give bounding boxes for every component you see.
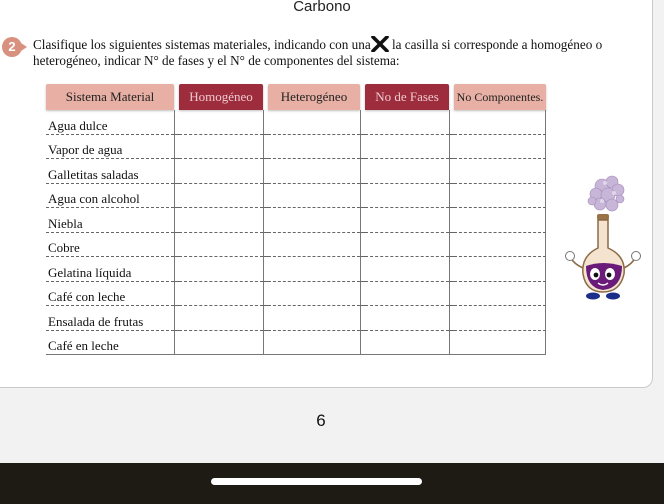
- header-homogeneo: Homogéneo: [179, 84, 263, 110]
- homogeneo-cell[interactable]: [179, 110, 263, 135]
- fases-cell[interactable]: [365, 159, 449, 184]
- fases-cell[interactable]: [365, 135, 449, 160]
- flask-mascot-illustration: [562, 170, 646, 302]
- fases-cell[interactable]: [365, 184, 449, 209]
- exercise-instructions: [33, 36, 653, 69]
- sistema-cell: Café con leche: [46, 282, 174, 307]
- homogeneo-cell[interactable]: [179, 331, 263, 356]
- fases-cell[interactable]: [365, 110, 449, 135]
- heterogeneo-cell[interactable]: [268, 306, 360, 331]
- heterogeneo-cell[interactable]: [268, 184, 360, 209]
- sistema-cell: Ensalada de frutas: [46, 306, 174, 331]
- componentes-cell[interactable]: [454, 208, 546, 233]
- instructions-text-start: Clasifique los siguientes sistemas materiales, indicando con una: [33, 37, 371, 52]
- table-row: [46, 184, 546, 209]
- sistema-cell: Gelatina líquida: [46, 257, 174, 282]
- sistema-cell: Vapor de agua: [46, 135, 174, 160]
- table-row: [46, 110, 546, 135]
- instructions-text-end: la casilla si corresponde a homogéneo o heterogéneo, indicar N° de fases y el N° de componentes del sistema:: [33, 37, 603, 68]
- table-row: [46, 257, 546, 282]
- fases-cell[interactable]: [365, 306, 449, 331]
- header-heterogeneo: Heterogéneo: [268, 84, 360, 110]
- componentes-cell[interactable]: [454, 184, 546, 209]
- table-row: [46, 282, 546, 307]
- fases-cell[interactable]: [365, 208, 449, 233]
- classification-table: [46, 84, 546, 355]
- fases-cell[interactable]: [365, 331, 449, 356]
- componentes-cell[interactable]: [454, 233, 546, 258]
- heterogeneo-cell[interactable]: [268, 233, 360, 258]
- badge-arrow-icon: [21, 43, 27, 51]
- sistema-cell: Agua con alcohol: [46, 184, 174, 209]
- heterogeneo-cell[interactable]: [268, 282, 360, 307]
- table-row: [46, 306, 546, 331]
- x-mark-icon: [371, 36, 389, 52]
- componentes-cell[interactable]: [454, 306, 546, 331]
- table-row: [46, 331, 546, 356]
- fases-cell[interactable]: [365, 257, 449, 282]
- fases-cell[interactable]: [365, 282, 449, 307]
- table-row: [46, 208, 546, 233]
- heterogeneo-cell[interactable]: [268, 110, 360, 135]
- page-number: 6: [316, 411, 326, 430]
- sistema-cell: Galletitas saladas: [46, 159, 174, 184]
- page-title: Carbono: [293, 0, 351, 15]
- componentes-cell[interactable]: [454, 159, 546, 184]
- sistema-cell: Agua dulce: [46, 110, 174, 135]
- bottom-bar: [0, 463, 664, 504]
- table-row: [46, 233, 546, 258]
- homogeneo-cell[interactable]: [179, 282, 263, 307]
- heterogeneo-cell[interactable]: [268, 257, 360, 282]
- table-row: [46, 135, 546, 160]
- componentes-cell[interactable]: [454, 110, 546, 135]
- heterogeneo-cell[interactable]: [268, 331, 360, 356]
- table-row: [46, 159, 546, 184]
- homogeneo-cell[interactable]: [179, 184, 263, 209]
- header-numero-componentes: No Componentes.: [454, 84, 546, 110]
- header-numero-fases: No de Fases: [365, 84, 449, 110]
- componentes-cell[interactable]: [454, 282, 546, 307]
- homogeneo-cell[interactable]: [179, 208, 263, 233]
- homogeneo-cell[interactable]: [179, 135, 263, 160]
- componentes-cell[interactable]: [454, 331, 546, 356]
- homogeneo-cell[interactable]: [179, 257, 263, 282]
- homogeneo-cell[interactable]: [179, 306, 263, 331]
- exercise-number-badge: 2: [2, 37, 22, 57]
- heterogeneo-cell[interactable]: [268, 159, 360, 184]
- sistema-cell: Café en leche: [46, 331, 174, 356]
- sistema-cell: Cobre: [46, 233, 174, 258]
- componentes-cell[interactable]: [454, 257, 546, 282]
- table-header-row: [46, 84, 546, 110]
- home-indicator[interactable]: [211, 478, 422, 485]
- homogeneo-cell[interactable]: [179, 159, 263, 184]
- sistema-cell: Niebla: [46, 208, 174, 233]
- header-sistema-material: Sistema Material: [46, 84, 174, 110]
- homogeneo-cell[interactable]: [179, 233, 263, 258]
- componentes-cell[interactable]: [454, 135, 546, 160]
- heterogeneo-cell[interactable]: [268, 208, 360, 233]
- fases-cell[interactable]: [365, 233, 449, 258]
- heterogeneo-cell[interactable]: [268, 135, 360, 160]
